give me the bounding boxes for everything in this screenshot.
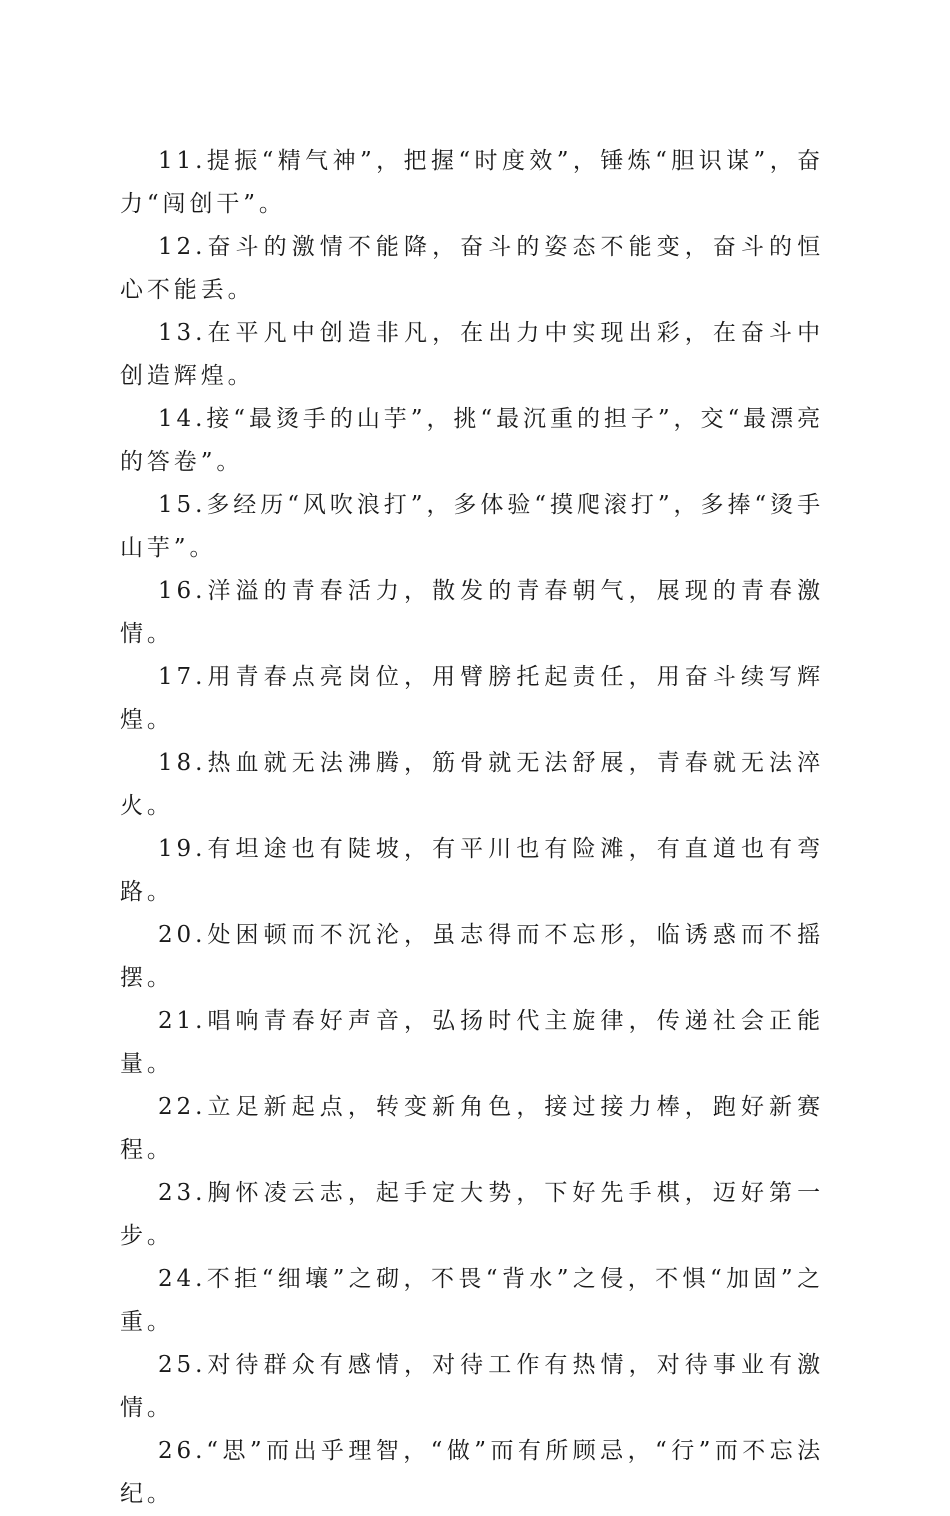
list-item: 12.奋斗的激情不能降，奋斗的姿态不能变，奋斗的恒心不能丢。 xyxy=(120,234,824,303)
list-item: 18.热血就无法沸腾，筋骨就无法舒展，青春就无法淬火。 xyxy=(120,750,824,819)
list-item: 23.胸怀凌云志，起手定大势，下好先手棋，迈好第一步。 xyxy=(120,1180,824,1249)
list-item: 26.“思”而出乎理智，“做”而有所顾忌，“行”而不忘法纪。 xyxy=(120,1438,824,1507)
document-body xyxy=(120,140,824,1516)
list-item: 21.唱响青春好声音，弘扬时代主旋律，传递社会正能量。 xyxy=(120,1008,824,1077)
list-item: 16.洋溢的青春活力，散发的青春朝气，展现的青春激情。 xyxy=(120,578,824,647)
list-item: 20.处困顿而不沉沦，虽志得而不忘形，临诱惑而不摇摆。 xyxy=(120,922,824,991)
list-item: 25.对待群众有感情，对待工作有热情，对待事业有激情。 xyxy=(120,1352,824,1421)
list-item: 19.有坦途也有陡坡，有平川也有险滩，有直道也有弯路。 xyxy=(120,836,824,905)
list-item: 17.用青春点亮岗位，用臂膀托起责任，用奋斗续写辉煌。 xyxy=(120,664,824,733)
list-item: 15.多经历“风吹浪打”，多体验“摸爬滚打”，多捧“烫手山芋”。 xyxy=(120,492,824,561)
list-item: 11.提振“精气神”，把握“时度效”，锤炼“胆识谋”，奋力“闯创干”。 xyxy=(120,148,824,217)
list-item: 13.在平凡中创造非凡，在出力中实现出彩，在奋斗中创造辉煌。 xyxy=(120,320,824,389)
list-item: 22.立足新起点，转变新角色，接过接力棒，跑好新赛程。 xyxy=(120,1094,824,1163)
list-item: 14.接“最烫手的山芋”，挑“最沉重的担子”，交“最漂亮的答卷”。 xyxy=(120,406,824,475)
list-item: 24.不拒“细壤”之砌，不畏“背水”之侵，不惧“加固”之重。 xyxy=(120,1266,824,1335)
